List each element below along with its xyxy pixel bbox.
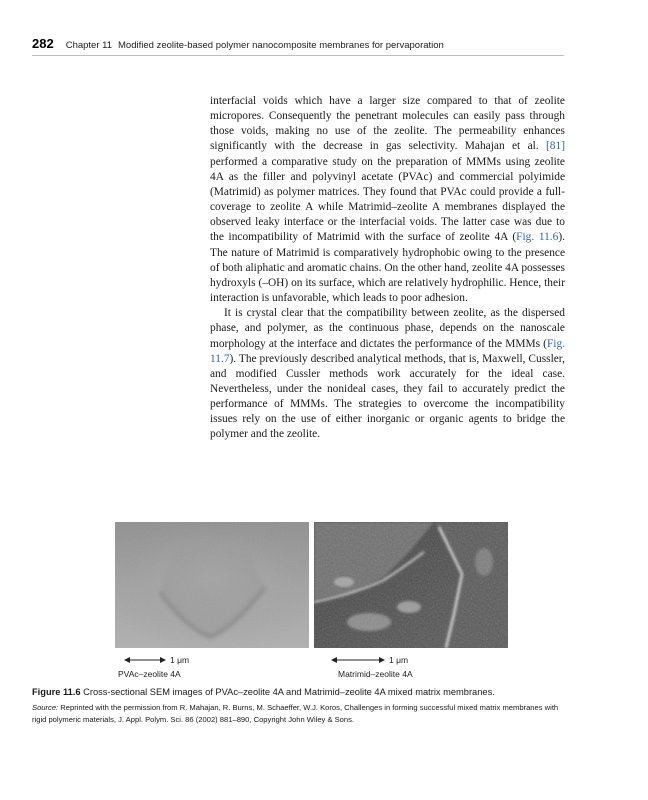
figure-link[interactable]: Fig. 11.6 xyxy=(516,231,559,244)
text-run: It is crystal clear that the compatibility between zeolite, as the dispersed phase, and polymer, as the continuous phase, depends on the nanoscale morphology at the interface and dictates the performance of the MMMs ( xyxy=(210,307,565,350)
panel-label-matrimid: Matrimid–zeolite 4A xyxy=(338,669,413,679)
chapter-title: Modified zeolite-based polymer nanocomposite membranes for pervaporation xyxy=(118,40,444,51)
caption-text: Cross-sectional SEM images of PVAc–zeolite 4A and Matrimid–zeolite 4A mixed matrix membranes. xyxy=(80,687,495,697)
scale-bar-right xyxy=(330,655,408,665)
running-header xyxy=(32,36,564,56)
caption-source xyxy=(32,702,572,725)
page-number: 282 xyxy=(32,36,54,51)
scale-bar-label: 1 μm xyxy=(389,655,409,665)
figure-link[interactable]: Fig. 11.7 xyxy=(210,337,565,365)
figure-caption xyxy=(32,686,572,725)
text-run: interfacial voids which have a larger size compared to that of zeolite micropores. Consequently the penetrant molecules can easily pass through those voids, making no use of the zeolite. The permeability enhances significantly with the decrease in gas selectivity. Mahajan et al. xyxy=(210,95,565,153)
chapter-number: Chapter 11 xyxy=(65,40,113,51)
sem-image-matrimid xyxy=(314,522,508,648)
body-text xyxy=(210,94,565,443)
caption-main xyxy=(32,686,572,699)
text-run: performed a comparative study on the preparation of MMMs using zeolite 4A as the filler and polyvinyl acetate (PVAc) and commercial polyimide (Matrimid) as polymer matrices. They found that PVAc could provide a full-coverage to zeolite A while Matrimid–zeolite A membranes displayed the observed leaky interface or the interfacial voids. The latter case was due to the incompatibility of Matrimid with the surface of zeolite 4A ( xyxy=(210,155,565,244)
paragraph-2 xyxy=(210,306,565,442)
scale-bar-left xyxy=(123,655,189,665)
text-run: ). The nature of Matrimid is comparatively hydrophobic owing to the presence of both aliphatic and aromatic chains. On the other hand, zeolite 4A possesses hydroxyls (–OH) on its surface, which are relatively hydrophilic. Hence, their interaction is unfavorable, which leads to poor adhesion. xyxy=(210,231,565,305)
scale-bar-label: 1 μm xyxy=(170,655,190,665)
sem-image-pvac xyxy=(115,522,309,648)
source-text: Reprinted with the permission from R. Mahajan, R. Burns, M. Schaeffer, W.J. Koros, Challenges in forming successful mixed matrix membranes with rigid polymeric materials, J. Appl. Polym. Sci. 86 (2002) 881–890, Copyright John Wiley & Sons. xyxy=(32,703,559,724)
panel-label-pvac: PVAc–zeolite 4A xyxy=(118,669,181,679)
source-label: Source: xyxy=(32,703,59,712)
text-run: ). The previously described analytical methods, that is, Maxwell, Cussler, and modified Cussler methods work accurately for the ideal case. Nevertheless, under the nonideal cases, they fail to accurately predict the performance of MMMs. The strategies to overcome the incompatibility issues rely on the use of either inorganic or organic agents to bridge the polymer and the zeolite. xyxy=(210,352,565,441)
caption-label: Figure 11.6 xyxy=(32,687,81,697)
double-arrow-icon xyxy=(123,656,167,664)
paragraph-1 xyxy=(210,94,565,306)
double-arrow-icon xyxy=(330,656,386,664)
citation-link[interactable]: [81] xyxy=(546,140,565,153)
